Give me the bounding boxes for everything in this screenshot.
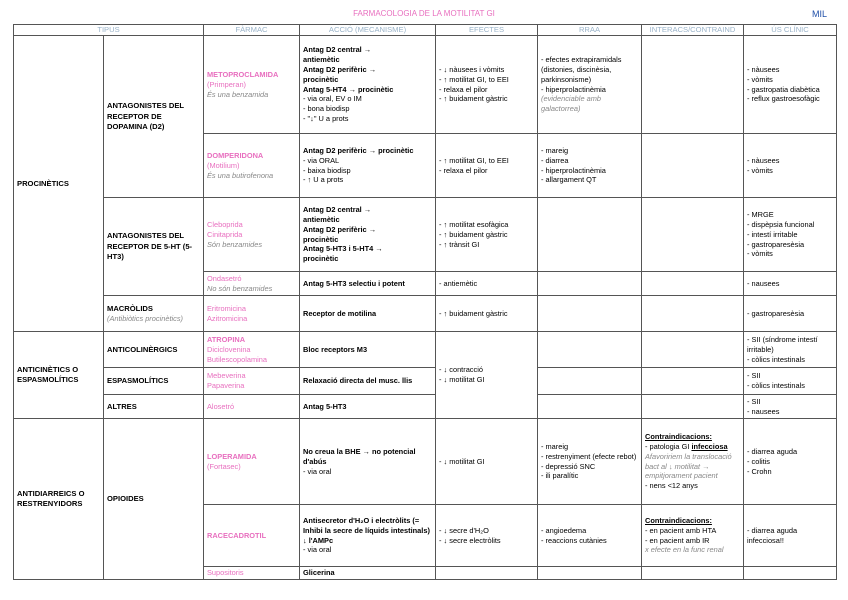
list-item: - restrenyiment (efecte rebot) (541, 451, 637, 461)
list-item: - ↓ motilitat GI (439, 375, 485, 385)
drug-atropina (204, 332, 300, 368)
list-item: - ↓ secre d'H₂O (439, 525, 489, 535)
interacs-cell (642, 134, 744, 198)
list-item: - nausees (747, 406, 780, 416)
us-cell (744, 567, 837, 580)
list-item: ↓ l'AMPc (303, 535, 334, 545)
rraa-cell (538, 272, 642, 296)
list-item: - baixa biodisp (303, 165, 351, 175)
list-item: - Crohn (747, 466, 772, 476)
drug-name: DOMPERIDONA (207, 150, 264, 160)
drug-brand: (Primperan) (207, 79, 247, 89)
contraind-title: Contraindicacions: (645, 515, 712, 525)
subtype-label: MACRÒLIDS (107, 303, 153, 313)
drug-name: ATROPINA (207, 334, 246, 344)
col-header-farmac: FÀRMAC (204, 25, 300, 36)
drug-alosetro: Alosetró (204, 395, 300, 419)
us-cell (744, 134, 837, 198)
list-item: - ↑ trànsit GI (439, 239, 480, 249)
list-item: - ↑ motilitat esofàgica (439, 219, 509, 229)
list-item: - ↓ nàusees i vòmits (439, 64, 505, 74)
contraind-item: - en pacient amb IR (645, 535, 710, 545)
subtype-espasmolitics: ESPASMOLÍTICS (104, 368, 204, 395)
list-item: - intestí irritable (747, 229, 798, 239)
interacs-cell (642, 505, 744, 567)
list-item: - SII (747, 396, 761, 406)
accio-cell (300, 198, 436, 272)
list-item: - mareig (541, 145, 569, 155)
list-item: - hiperprolactinèmia (541, 84, 606, 94)
drug-mebeverina (204, 368, 300, 395)
drug-eritromicina (204, 296, 300, 332)
contraind-item: - nens <12 anys (645, 481, 698, 491)
interacs-cell (642, 36, 744, 134)
list-item: - efectes extrapiramidals (distonies, discinèsia, parkinsonisme) (541, 55, 622, 84)
us-cell: - nausees (744, 272, 837, 296)
rraa-cell (538, 296, 642, 332)
type-procinetics: PROCINÈTICS (14, 36, 104, 332)
list-item: procinètic (303, 74, 339, 84)
rraa-cell (538, 198, 642, 272)
list-item: - diarrea (541, 155, 569, 165)
subtype-note: (Antibiòtics procinètics) (107, 313, 183, 323)
interacs-cell (642, 419, 744, 505)
interacs-cell (642, 567, 744, 580)
page-title: FARMACOLOGIA DE LA MOTILITAT GI (353, 9, 495, 18)
col-header-interacs: INTERACS/CONTRAIND (642, 25, 744, 36)
interacs-cell (642, 296, 744, 332)
drug-name: Mebeverina (207, 371, 246, 381)
list-item: - via ORAL (303, 155, 340, 165)
subtype-opioides: OPIOIDES (104, 419, 204, 580)
list-item: - ↓ contracció (439, 365, 483, 375)
table-row (14, 36, 837, 134)
efectes-cell (436, 567, 538, 580)
efectes-cell (436, 332, 538, 419)
contraind-emph: infecciosa (691, 441, 728, 451)
interacs-cell (642, 272, 744, 296)
us-cell (744, 198, 837, 272)
list-item: - nàusees (747, 155, 780, 165)
drug-name: Cleboprida (207, 219, 243, 229)
list-item: antiemètic (303, 214, 340, 224)
list-item: - mareig (541, 441, 569, 451)
drug-name: METOPROCLAMIDA (207, 69, 279, 79)
accio-cell: Glicerina (300, 567, 436, 580)
list-item: - relaxa el pilor (439, 165, 488, 175)
contraind-note: Afavoririem la translocació bact al ↓ motilitat → empitjorament pacient (645, 451, 732, 481)
rraa-cell (538, 567, 642, 580)
efectes-cell (436, 36, 538, 134)
efectes-cell: - antiemètic (436, 272, 538, 296)
contraind-item (645, 442, 740, 452)
drug-note: És una butirofenona (207, 170, 274, 180)
list-item: - diarrea aguda (747, 446, 798, 456)
rraa-cell (538, 332, 642, 368)
list-item: - còlics intestinals (747, 381, 805, 391)
rraa-cell (538, 395, 642, 419)
header-row (14, 25, 837, 36)
pharma-table (13, 24, 837, 580)
list-item: Antag D2 perifèric → procinètic (303, 145, 414, 155)
drug-name: Ondasetró (207, 273, 242, 283)
accio-cell: Relaxació directa del musc. llis (300, 368, 436, 395)
col-header-us: ÚS CLÍNIC (744, 25, 837, 36)
contraind-note: x efecte en la func renal (645, 545, 724, 555)
table-row (14, 332, 837, 368)
list-item: - via oral (303, 466, 332, 476)
subtype-macrolids (104, 296, 204, 332)
accio-cell: Antag 5-HT3 (300, 395, 436, 419)
list-item: - vòmits (747, 74, 773, 84)
accio-cell: Receptor de motilina (300, 296, 436, 332)
list-item: - ↑ U a prots (303, 175, 344, 185)
us-cell: - diarrea aguda infecciosa!! (744, 505, 837, 567)
list-item: Antag D2 central → (303, 45, 372, 55)
list-item: antiemètic (303, 55, 340, 65)
rraa-cell (538, 134, 642, 198)
list-item: - reflux gastroesofàgic (747, 94, 820, 104)
drug-note: Són benzamides (207, 239, 263, 249)
list-item: - SII (747, 371, 761, 381)
efectes-cell (436, 505, 538, 567)
list-item: procinètic (303, 254, 339, 264)
subtype-d2: ANTAGONISTES DEL RECEPTOR DE DOPAMINA (D2) (104, 36, 204, 198)
drug-name: Cinitaprida (207, 229, 243, 239)
list-item: - bona biodisp (303, 104, 350, 114)
efectes-cell: - ↓ motilitat GI (436, 419, 538, 505)
list-item: - gastroparesèsia (747, 239, 805, 249)
list-item: - SII (síndrome intestí irritable) (747, 334, 818, 354)
us-cell (744, 395, 837, 419)
list-item: - via oral (303, 545, 332, 555)
table-row (14, 368, 837, 395)
list-item: Antag 5-HT3 i 5-HT4 → (303, 244, 383, 254)
drug-domperidona (204, 134, 300, 198)
drug-metoclopramida (204, 36, 300, 134)
drug-name: Eritromicina (207, 303, 247, 313)
efectes-cell (436, 134, 538, 198)
list-item: - depressió SNC (541, 461, 596, 471)
drug-brand: (Motilium) (207, 160, 240, 170)
drug-loperamida (204, 419, 300, 505)
type-antidiarreics: ANTIDIARREICS O RESTRENYIDORS (14, 419, 104, 580)
efectes-cell (436, 198, 538, 272)
list-item: - ↓ secre electròlits (439, 535, 501, 545)
list-item: - ↑ buidament gàstric (439, 94, 508, 104)
rraa-cell (538, 36, 642, 134)
accio-cell (300, 419, 436, 505)
col-header-tipus: TIPUS (14, 25, 204, 36)
drug-brand: (Fortasec) (207, 461, 241, 471)
list-item: - vòmits (747, 249, 773, 259)
efectes-cell: - ↑ buidament gàstric (436, 296, 538, 332)
list-item: - còlics intestinals (747, 354, 805, 364)
list-item: - relaxa el pilor (439, 84, 488, 94)
us-cell: - gastroparesèsia (744, 296, 837, 332)
us-cell (744, 419, 837, 505)
col-header-rraa: RRAA (538, 25, 642, 36)
list-item: - nàusees (747, 64, 780, 74)
table-row (14, 296, 837, 332)
list-item: Antag D2 perifèric → (303, 224, 377, 234)
drug-note: No són benzamides (207, 283, 273, 293)
interacs-cell (642, 395, 744, 419)
list-item: - angioedema (541, 525, 587, 535)
interacs-cell (642, 332, 744, 368)
us-cell (744, 332, 837, 368)
accio-cell: Bloc receptors M3 (300, 332, 436, 368)
list-item: No creua la BHE → no potencial d'abús (303, 446, 416, 466)
list-item: - reaccions cutànies (541, 535, 607, 545)
type-anticinetics: ANTICINÈTICS O ESPASMOLÍTICS (14, 332, 104, 419)
accio-cell (300, 36, 436, 134)
list-item: procinètic (303, 234, 339, 244)
rraa-cell (538, 368, 642, 395)
drug-name: Butilescopolamina (207, 354, 267, 364)
contraind-item: - en pacient amb HTA (645, 525, 717, 535)
drug-note: És una benzamida (207, 89, 269, 99)
drug-racecadrotil: RACECADROTIL (204, 505, 300, 567)
list-item: (evidenciable amb galactorrea) (541, 94, 601, 114)
rraa-cell (538, 505, 642, 567)
subtype-altres: ALTRES (104, 395, 204, 419)
drug-cleboprida (204, 198, 300, 272)
list-item: Antag 5-HT4 → procinètic (303, 84, 394, 94)
col-header-efectes: EFECTES (436, 25, 538, 36)
list-item: - "↓" U a prots (303, 114, 349, 124)
drug-name: LOPERAMIDA (207, 451, 257, 461)
drug-name: Papaverina (207, 381, 245, 391)
col-header-accio: ACCIÓ (MECANISME) (300, 25, 436, 36)
interacs-cell (642, 368, 744, 395)
page-tag: MIL (812, 9, 828, 19)
list-item: Antag D2 perifèric → (303, 64, 377, 74)
subtype-anticolinergics: ANTICOLINÈRGICS (104, 332, 204, 368)
list-item: - ↑ motilitat GI, to EEI (439, 74, 509, 84)
list-item: - via oral, EV o IM (303, 94, 362, 104)
list-item: - allargament QT (541, 175, 597, 185)
rraa-cell (538, 419, 642, 505)
list-item: - MRGE (747, 209, 774, 219)
us-cell (744, 36, 837, 134)
table-row (14, 395, 837, 419)
list-item: - gastropatia diabètica (747, 84, 820, 94)
accio-cell (300, 134, 436, 198)
list-item: Antag D2 central → (303, 205, 372, 215)
accio-cell (300, 505, 436, 567)
contraind-title: Contraindicacions: (645, 432, 712, 442)
us-cell (744, 368, 837, 395)
table-row (14, 419, 837, 505)
list-item: - ↑ buidament gàstric (439, 229, 508, 239)
interacs-cell (642, 198, 744, 272)
drug-supositoris: Supositoris (204, 567, 300, 580)
table-row (14, 198, 837, 272)
list-item: Antisecretor d'H₂O i electròlits (= Inhibi la secre de líquids intestinals) (303, 515, 430, 535)
drug-name: Diciclovenina (207, 344, 251, 354)
subtype-5ht3: ANTAGONISTES DEL RECEPTOR DE 5-HT (5-HT3) (104, 198, 204, 296)
list-item: - ↑ motilitat GI, to EEI (439, 155, 509, 165)
list-item: - colitis (747, 456, 770, 466)
drug-ondasetro (204, 272, 300, 296)
list-item: - vòmits (747, 165, 773, 175)
list-item: - hiperprolactinèmia (541, 165, 606, 175)
contraind-text: - patologia GI (645, 441, 692, 451)
drug-name: Azitromicina (207, 313, 248, 323)
accio-cell: Antag 5-HT3 selectiu i potent (300, 272, 436, 296)
list-item: - dispèpsia funcional (747, 219, 815, 229)
list-item: - ili paralític (541, 471, 579, 481)
